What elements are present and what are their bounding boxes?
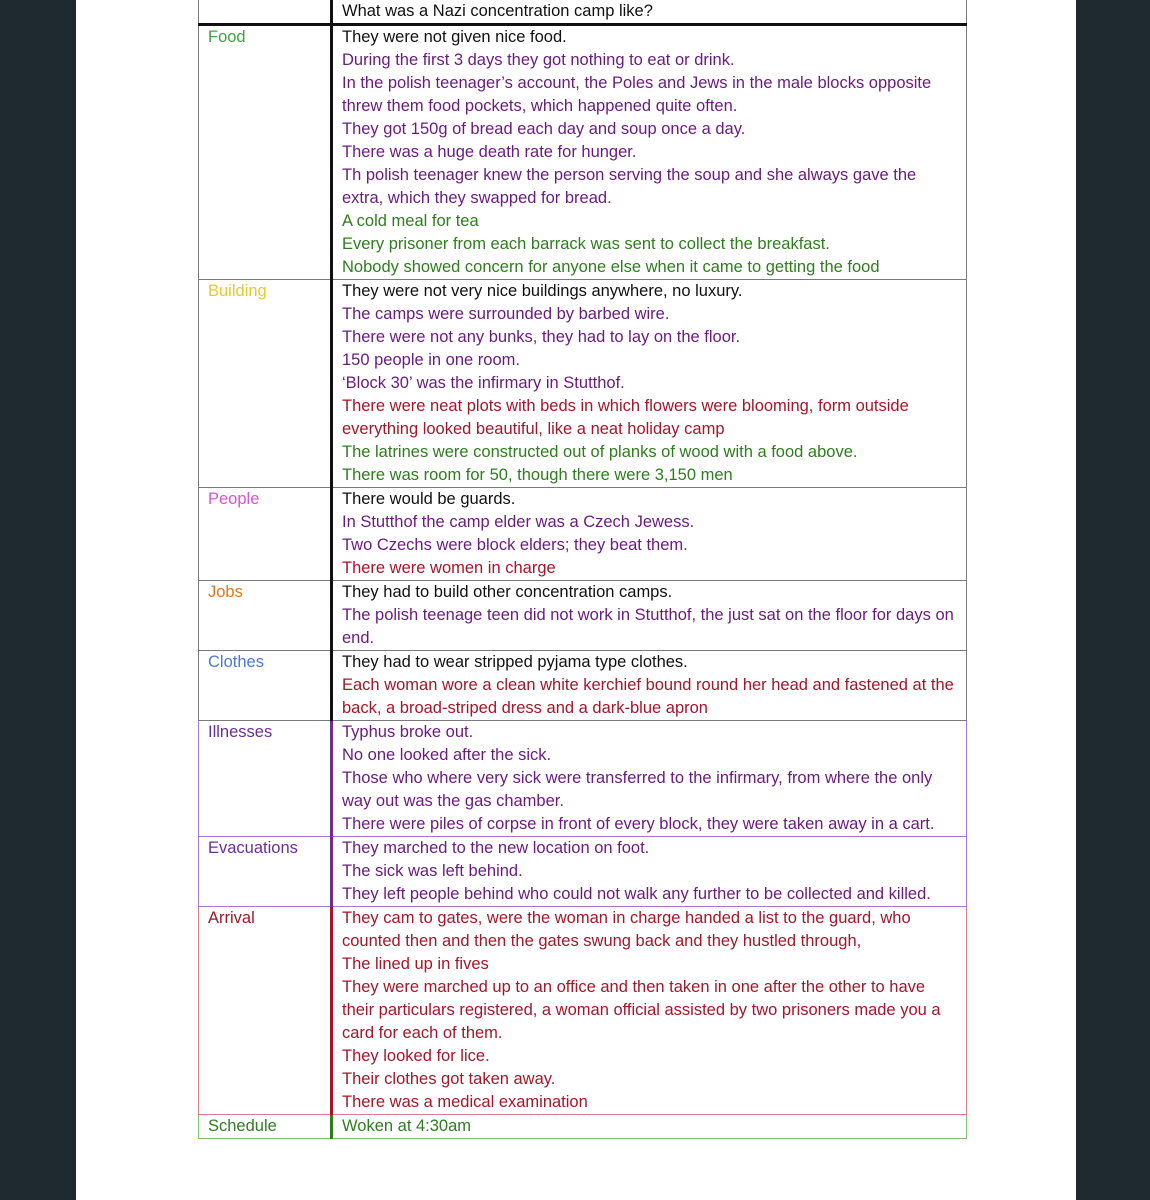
category-notes (332, 721, 967, 837)
category-label: Clothes (199, 651, 332, 721)
category-label: Building (199, 280, 332, 488)
note-line: The sick was left behind. (342, 862, 523, 880)
note-line: They cam to gates, were the woman in charge handed a list to the guard, who counted then and then the gates swung back and they hustled through, (342, 909, 911, 950)
note-line: In the polish teenager’s account, the Poles and Jews in the male blocks opposite threw them food pockets, which happened quite often. (342, 74, 932, 115)
note-line: ‘Block 30’ was the infirmary in Stutthof. (342, 374, 625, 392)
category-notes (332, 651, 967, 721)
category-label: Arrival (199, 907, 332, 1115)
category-row-arrival (199, 907, 967, 1115)
note-line: They left people behind who could not walk any further to be collected and killed. (342, 885, 931, 903)
category-label: Jobs (199, 581, 332, 651)
header-category-cell (199, 0, 332, 25)
document-page (76, 0, 1076, 1200)
note-line: They were not given nice food. (342, 28, 567, 46)
note-line: They had to build other concentration camps. (342, 583, 673, 601)
category-notes (332, 25, 967, 280)
header-question: What was a Nazi concentration camp like? (332, 0, 967, 25)
note-line: There was room for 50, though there were 3,150 men (342, 466, 733, 484)
note-line: Their clothes got taken away. (342, 1070, 556, 1088)
note-line: Those who where very sick were transferred to the infirmary, from where the only way out was the gas chamber. (342, 769, 933, 810)
note-line: There were neat plots with beds in which flowers were blooming, form outside everything looked beautiful, like a neat holiday camp (342, 397, 909, 438)
note-line: The polish teenage teen did not work in Stutthof, the just sat on the floor for days on end. (342, 606, 954, 647)
note-line: There were piles of corpse in front of every block, they were taken away in a cart. (342, 815, 935, 833)
note-line: There were not any bunks, they had to lay on the floor. (342, 328, 741, 346)
note-line: There would be guards. (342, 490, 516, 508)
note-line: There was a huge death rate for hunger. (342, 143, 637, 161)
note-line: The camps were surrounded by barbed wire. (342, 305, 670, 323)
note-line: A cold meal for tea (342, 212, 479, 230)
category-row-schedule (199, 1115, 967, 1139)
header-row (199, 0, 967, 25)
category-notes (332, 488, 967, 581)
note-line: 150 people in one room. (342, 351, 520, 369)
category-notes (332, 907, 967, 1115)
category-notes (332, 581, 967, 651)
note-line: Two Czechs were block elders; they beat them. (342, 536, 688, 554)
category-label: Evacuations (199, 837, 332, 907)
note-line: Each woman wore a clean white kerchief bound round her head and fastened at the back, a broad-striped dress and a dark-blue apron (342, 676, 954, 717)
note-line: Woken at 4:30am (342, 1117, 472, 1135)
note-line: They looked for lice. (342, 1047, 490, 1065)
category-row-jobs (199, 581, 967, 651)
note-line: During the first 3 days they got nothing to eat or drink. (342, 51, 735, 69)
note-line: The lined up in fives (342, 955, 489, 973)
note-line: Every prisoner from each barrack was sent to collect the breakfast. (342, 235, 830, 253)
note-line: They marched to the new location on foot. (342, 839, 650, 857)
note-line: No one looked after the sick. (342, 746, 552, 764)
category-row-people (199, 488, 967, 581)
note-line: Typhus broke out. (342, 723, 474, 741)
category-label: Food (199, 25, 332, 280)
category-row-building (199, 280, 967, 488)
note-line: They were marched up to an office and then taken in one after the other to have their particulars registered, a woman official assisted by two prisoners made you a card for each of them. (342, 978, 941, 1042)
category-row-illnesses (199, 721, 967, 837)
category-notes (332, 1115, 967, 1139)
category-row-clothes (199, 651, 967, 721)
category-row-evacuations (199, 837, 967, 907)
note-line: They had to wear stripped pyjama type clothes. (342, 653, 688, 671)
note-line: The latrines were constructed out of planks of wood with a food above. (342, 443, 858, 461)
note-line: There were women in charge (342, 559, 556, 577)
note-line: In Stutthof the camp elder was a Czech Jewess. (342, 513, 695, 531)
note-line: Nobody showed concern for anyone else when it came to getting the food (342, 258, 880, 276)
category-label: Illnesses (199, 721, 332, 837)
note-line: They were not very nice buildings anywhere, no luxury. (342, 282, 743, 300)
note-line: There was a medical examination (342, 1093, 588, 1111)
category-row-food (199, 25, 967, 280)
category-notes (332, 280, 967, 488)
category-label: People (199, 488, 332, 581)
note-line: Th polish teenager knew the person serving the soup and she always gave the extra, which they swapped for bread. (342, 166, 917, 207)
notes-table (198, 0, 967, 1139)
category-label: Schedule (199, 1115, 332, 1139)
category-notes (332, 837, 967, 907)
note-line: They got 150g of bread each day and soup once a day. (342, 120, 746, 138)
